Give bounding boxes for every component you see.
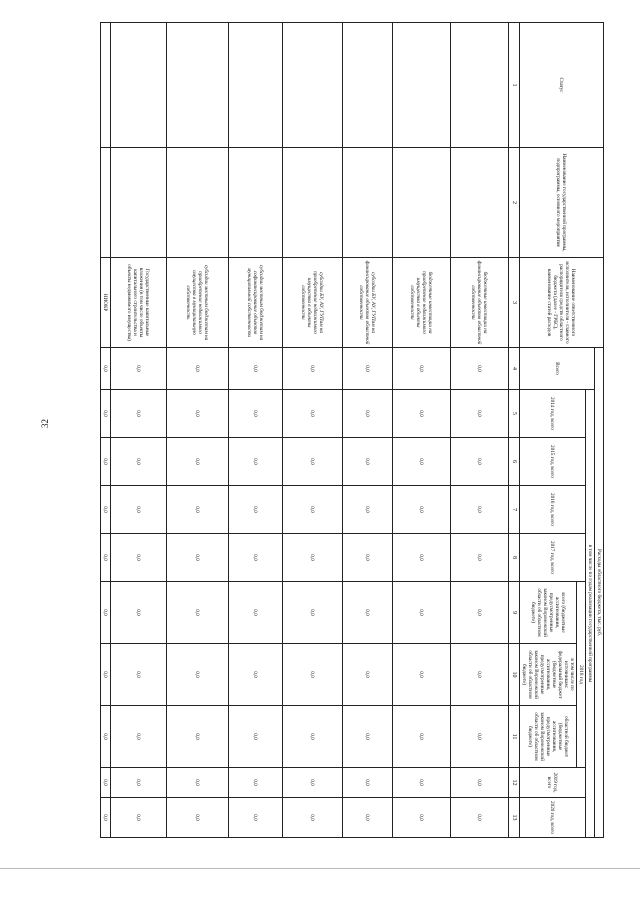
column-number: 3 xyxy=(509,258,520,348)
value-cell: 0,0 xyxy=(101,768,111,798)
value-cell: 0,0 xyxy=(167,582,229,644)
by-years-header: в том числе по годам реализации государственной программы xyxy=(586,390,595,838)
status-header: Статус xyxy=(520,23,604,148)
value-cell: 0,0 xyxy=(101,390,111,438)
table-row xyxy=(283,23,343,838)
table-row xyxy=(167,23,229,838)
value-cell: 0,0 xyxy=(451,768,509,798)
value-cell: 0,0 xyxy=(229,438,283,486)
value-cell: 0,0 xyxy=(283,644,343,706)
value-cell: 0,0 xyxy=(283,798,343,838)
y2019-header: 2019 год, всего xyxy=(520,768,586,798)
value-cell: 0,0 xyxy=(283,390,343,438)
value-cell: 0,0 xyxy=(229,582,283,644)
value-cell: 0,0 xyxy=(101,582,111,644)
value-cell: 0,0 xyxy=(167,390,229,438)
column-number: 7 xyxy=(509,486,520,534)
value-cell: 0,0 xyxy=(393,706,451,768)
status-cell xyxy=(111,23,167,148)
value-cell: 0,0 xyxy=(111,768,167,798)
expense-item-label: субсидии местным бюджетам на софинансирование объектов муниципальной собственности xyxy=(229,258,283,348)
status-cell xyxy=(451,23,509,148)
value-cell: 0,0 xyxy=(229,768,283,798)
value-cell: 0,0 xyxy=(229,706,283,768)
program-cell xyxy=(229,148,283,258)
column-number: 12 xyxy=(509,768,520,798)
value-cell: 0,0 xyxy=(167,798,229,838)
value-cell: 0,0 xyxy=(167,348,229,390)
expense-item-label: субсидии местным бюджетам на приобретение недвижимого имущества в муниципальную собственность xyxy=(167,258,229,348)
program-cell xyxy=(393,148,451,258)
status-cell xyxy=(283,23,343,148)
value-cell: 0,0 xyxy=(167,486,229,534)
value-cell: 0,0 xyxy=(111,390,167,438)
value-cell: 0,0 xyxy=(167,644,229,706)
value-cell: 0,0 xyxy=(283,534,343,582)
column-number: 4 xyxy=(509,348,520,390)
budget-table xyxy=(100,22,604,838)
value-cell: 0,0 xyxy=(343,582,393,644)
value-cell: 0,0 xyxy=(101,644,111,706)
value-cell: 0,0 xyxy=(101,438,111,486)
value-cell: 0,0 xyxy=(167,438,229,486)
value-cell: 0,0 xyxy=(283,486,343,534)
column-number: 9 xyxy=(509,582,520,644)
value-cell: 0,0 xyxy=(451,644,509,706)
header-row-1 xyxy=(595,23,604,838)
value-cell: 0,0 xyxy=(343,534,393,582)
status-cell xyxy=(101,23,111,148)
value-cell: 0,0 xyxy=(111,582,167,644)
expenses-title: Расходы областного бюджета, тыс. руб. xyxy=(595,348,604,838)
column-number: 1 xyxy=(509,23,520,148)
value-cell: 0,0 xyxy=(229,486,283,534)
value-cell: 0,0 xyxy=(111,348,167,390)
value-cell: 0,0 xyxy=(393,644,451,706)
value-cell: 0,0 xyxy=(393,438,451,486)
y2014-header: 2014 год, всего xyxy=(520,390,586,438)
value-cell: 0,0 xyxy=(167,768,229,798)
value-cell: 0,0 xyxy=(393,534,451,582)
value-cell: 0,0 xyxy=(111,534,167,582)
value-cell: 0,0 xyxy=(393,348,451,390)
value-cell: 0,0 xyxy=(393,798,451,838)
table-body xyxy=(101,23,509,838)
value-cell: 0,0 xyxy=(393,390,451,438)
value-cell: 0,0 xyxy=(229,644,283,706)
value-cell: 0,0 xyxy=(343,798,393,838)
value-cell: 0,0 xyxy=(343,706,393,768)
value-cell: 0,0 xyxy=(111,706,167,768)
value-cell: 0,0 xyxy=(393,582,451,644)
value-cell: 0,0 xyxy=(101,348,111,390)
value-cell: 0,0 xyxy=(283,768,343,798)
table-row xyxy=(229,23,283,838)
executor-header: Наименование ответственного исполнителя, исполнителя - главного распорядителя средств областного бюджета (далее - ГРБС), наименование статей расходов xyxy=(520,258,604,348)
value-cell: 0,0 xyxy=(283,348,343,390)
value-cell: 0,0 xyxy=(343,438,393,486)
column-number: 13 xyxy=(509,798,520,838)
expense-item-label: бюджетные инвестиции на финансирование объектов областной собственности xyxy=(451,258,509,348)
column-number: 2 xyxy=(509,148,520,258)
value-cell: 0,0 xyxy=(451,438,509,486)
value-cell: 0,0 xyxy=(283,438,343,486)
value-cell: 0,0 xyxy=(111,438,167,486)
program-cell xyxy=(101,148,111,258)
value-cell: 0,0 xyxy=(229,798,283,838)
column-numbers-row xyxy=(509,23,520,838)
page-number: 32 xyxy=(40,419,50,428)
value-cell: 0,0 xyxy=(393,768,451,798)
regional-header: областной бюджет (бюджетные ассигнования, предусмотренные законом Воронежской области об областном бюджете) xyxy=(520,706,577,768)
value-cell: 0,0 xyxy=(451,798,509,838)
y2015-header: 2015 год, всего xyxy=(520,438,586,486)
expense-item-label: бюджетные инвестиции на приобретение недвижимого имущества в объекты собственности xyxy=(393,258,451,348)
federal-header xyxy=(520,644,577,706)
program-name-header: Наименование государственной программы, подпрограммы, основного мероприятия xyxy=(520,148,604,258)
value-cell: 0,0 xyxy=(451,486,509,534)
column-number: 8 xyxy=(509,534,520,582)
column-number: 11 xyxy=(509,706,520,768)
value-cell: 0,0 xyxy=(343,486,393,534)
sources-header: в том числе по источникам: xyxy=(563,658,575,691)
value-cell: 0,0 xyxy=(167,534,229,582)
value-cell: 0,0 xyxy=(101,486,111,534)
expense-item-label: Государственные капитальные вложения (в том числе объекты капитального строительства и объекты недвижимого имущества) xyxy=(111,258,167,348)
value-cell: 0,0 xyxy=(451,348,509,390)
column-number: 10 xyxy=(509,644,520,706)
program-cell xyxy=(111,148,167,258)
column-number: 6 xyxy=(509,438,520,486)
value-cell: 0,0 xyxy=(101,706,111,768)
value-cell: 0,0 xyxy=(343,768,393,798)
y2018-header: 2018 год xyxy=(577,582,586,768)
value-cell: 0,0 xyxy=(101,534,111,582)
status-cell xyxy=(229,23,283,148)
value-cell: 0,0 xyxy=(343,390,393,438)
table-row xyxy=(451,23,509,838)
expense-item-label: субсидии БУ, АУ, ГУПам на приобретение недвижимого имущества в объекты собственности xyxy=(283,258,343,348)
y2020-header: 2020 год, всего xyxy=(520,798,586,838)
program-cell xyxy=(167,148,229,258)
value-cell: 0,0 xyxy=(111,486,167,534)
program-cell xyxy=(451,148,509,258)
status-cell xyxy=(393,23,451,148)
expense-item-label: субсидии БУ, АУ, ГУПам на финансирование объектов областной собственности xyxy=(343,258,393,348)
y2018-total-header: всего (бюджетные ассигнования, предусмотренные законом Воронежской области об областном бюджете) xyxy=(520,582,577,644)
value-cell: 0,0 xyxy=(451,534,509,582)
value-cell: 0,0 xyxy=(101,798,111,838)
status-cell xyxy=(167,23,229,148)
y2016-header: 2016 год, всего xyxy=(520,486,586,534)
y2017-header: 2017 год, всего xyxy=(520,534,586,582)
value-cell: 0,0 xyxy=(451,390,509,438)
value-cell: 0,0 xyxy=(167,706,229,768)
value-cell: 0,0 xyxy=(111,798,167,838)
column-number: 5 xyxy=(509,390,520,438)
table-row xyxy=(111,23,167,838)
value-cell: 0,0 xyxy=(343,644,393,706)
value-cell: 0,0 xyxy=(229,534,283,582)
value-cell: 0,0 xyxy=(343,348,393,390)
status-cell xyxy=(343,23,393,148)
table-row xyxy=(343,23,393,838)
federal-label: федеральный бюджет (бюджетные ассигнования, предусмотренные законом Воронежской области об областном бюджете) xyxy=(521,650,563,699)
value-cell: 0,0 xyxy=(283,706,343,768)
program-cell xyxy=(343,148,393,258)
program-cell xyxy=(283,148,343,258)
value-cell: 0,0 xyxy=(111,644,167,706)
table-row xyxy=(101,23,111,838)
expense-item-label: НИОКР xyxy=(101,258,111,348)
value-cell: 0,0 xyxy=(451,582,509,644)
page-bottom-rule xyxy=(0,868,640,869)
total-header: Всего xyxy=(520,348,595,390)
table-row xyxy=(393,23,451,838)
value-cell: 0,0 xyxy=(283,582,343,644)
value-cell: 0,0 xyxy=(393,486,451,534)
value-cell: 0,0 xyxy=(229,390,283,438)
value-cell: 0,0 xyxy=(451,706,509,768)
value-cell: 0,0 xyxy=(229,348,283,390)
rotated-table-container xyxy=(64,22,604,837)
